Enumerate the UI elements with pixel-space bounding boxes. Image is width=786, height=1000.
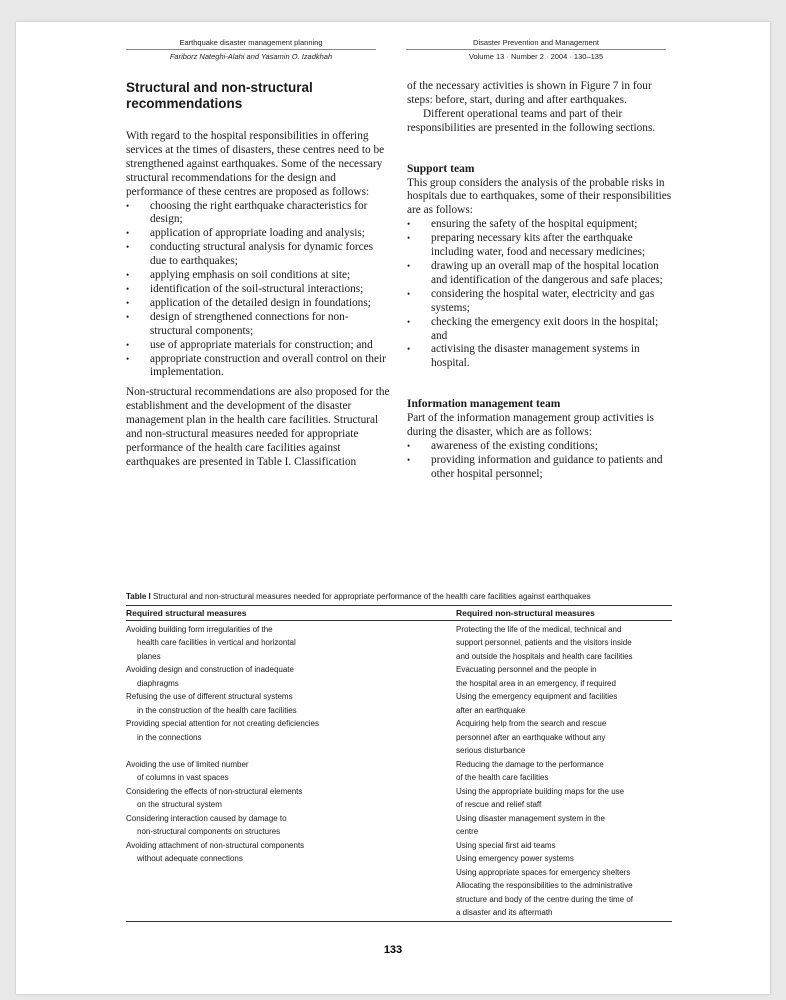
measure-text: Avoiding the use of limited number xyxy=(126,759,249,769)
measure-text: Avoiding building form irregularities of the xyxy=(126,624,273,634)
non-structural-measure-line: Reducing the damage to the performance xyxy=(456,759,604,769)
non-structural-measure-line: structure and body of the centre during the time of xyxy=(456,894,633,904)
measure-text-continued: planes xyxy=(137,651,161,661)
measure-text: Avoiding attachment of non-structural components xyxy=(126,840,305,850)
section-title xyxy=(126,80,390,112)
measure-text-continued: health care facilities in vertical and horizontal xyxy=(137,638,296,647)
support-team-intro: This group considers the analysis of the probable risks in hospitals due to earthquakes, some of their responsibilities are as follows: xyxy=(407,176,672,217)
page-number: 133 xyxy=(383,944,403,956)
list-item: • identification of the soil-structural interactions; xyxy=(126,283,390,297)
table-caption-label: Table I xyxy=(126,592,151,601)
structural-measure xyxy=(126,758,456,785)
information-team-intro: Part of the information management group activities is during the disaster, which are as follows: xyxy=(407,412,654,439)
running-header-left xyxy=(126,38,376,61)
non-structural-measure-line: Acquiring help from the search and rescue xyxy=(456,719,607,728)
non-structural-measure-line: Allocating the responsibilities to the administrative xyxy=(456,881,633,890)
measure-text-continued: non-structural components on structures xyxy=(137,827,281,836)
structural-measure xyxy=(126,812,456,839)
list-item: • preparing necessary kits after the earthquake including water, food and necessary medicines; xyxy=(407,232,673,260)
structural-recommendations-list xyxy=(126,200,390,381)
structural-measure xyxy=(126,839,456,866)
section-title-line-2: recommendations xyxy=(126,96,243,111)
table-header-row xyxy=(126,605,672,621)
closing-paragraph: Non-structural recommendations are also proposed for the establishment and the development of the disaster management plan in the health care facilities. Structural and non-structural measures needed for appropriate performance of the health care facilities against earthquakes are presented in Table I. Classification xyxy=(126,386,390,468)
non-structural-measure-line: Using disaster management system in the xyxy=(456,813,605,823)
non-structural-measure-line: Using the emergency equipment and facilities xyxy=(456,692,618,701)
structural-measure xyxy=(126,623,456,664)
list-item: • conducting structural analysis for dynamic forces due to earthquakes; xyxy=(126,241,390,269)
non-structural-measure-line: Using emergency power systems xyxy=(456,854,574,863)
information-team-heading: Information management team xyxy=(407,398,561,411)
measure-text-continued: in the construction of the health care facilities xyxy=(137,705,297,715)
non-structural-measure-line: after an earthquake xyxy=(456,705,526,715)
support-team-list xyxy=(407,218,673,371)
non-structural-measure-line: centre xyxy=(456,827,479,836)
table-caption-text: Structural and non-structural measures needed for appropriate performance of the health care facilities against earthquakes xyxy=(152,592,591,601)
measure-text-continued: diaphragms xyxy=(137,678,179,688)
structural-measures-column xyxy=(126,623,456,920)
list-item: • considering the hospital water, electricity and gas systems; xyxy=(407,288,673,316)
column-header-non-structural: Required non-structural measures xyxy=(456,607,595,618)
structural-measure xyxy=(126,663,456,690)
list-item: • application of appropriate loading and analysis; xyxy=(126,227,390,241)
measure-text-continued: on the structural system xyxy=(137,800,222,809)
intro-paragraph: With regard to the hospital responsibilities in offering services at the times of disasters, these centres need to be strengthened against earthquakes. Some of the necessary structural recommendations for the design and performance of these centres are proposed as follows: xyxy=(126,130,385,198)
header-volume-info: Volume 13 · Number 2 · 2004 · 130–135 xyxy=(406,49,666,61)
measure-text: Considering the effects of non-structural elements xyxy=(126,786,303,796)
table-body xyxy=(126,621,672,922)
list-item: • design of strengthened connections for non-structural components; xyxy=(126,311,390,339)
measure-text-continued: of columns in vast spaces xyxy=(137,773,229,782)
measure-text: Providing special attention for not creating deficiencies xyxy=(126,719,319,728)
structural-measure xyxy=(126,717,456,744)
header-article-title: Earthquake disaster management planning xyxy=(179,38,323,47)
running-header-right xyxy=(406,38,666,61)
list-item: • drawing up an overall map of the hospital location and identification of the dangerous and safe places; xyxy=(407,260,673,288)
list-item: • checking the emergency exit doors in the hospital; and xyxy=(407,316,673,344)
non-structural-measure-line: Using the appropriate building maps for the use xyxy=(456,786,625,796)
support-team-heading: Support team xyxy=(407,162,475,175)
list-item: • awareness of the existing conditions; xyxy=(407,440,673,454)
non-structural-measure-line: personnel after an earthquake without any xyxy=(456,732,606,742)
non-structural-measure-line: and outside the hospitals and health care facilities xyxy=(456,651,633,661)
measure-text: Refusing the use of different structural systems xyxy=(126,692,293,701)
continuation-paragraph: of the necessary activities is shown in Figure 7 in four steps: before, start, during and after earthquakes. xyxy=(407,80,652,106)
non-structural-measure-line: the hospital area in an emergency, if required xyxy=(456,678,616,688)
list-item: • application of the detailed design in foundations; xyxy=(126,297,390,311)
structural-measure xyxy=(126,690,456,717)
list-item: • applying emphasis on soil conditions at site; xyxy=(126,269,390,283)
list-item: • ensuring the safety of the hospital equipment; xyxy=(407,218,673,232)
information-team-list xyxy=(407,440,673,482)
non-structural-measure-line: support personnel, patients and the visitors inside xyxy=(456,638,632,647)
header-journal-title: Disaster Prevention and Management xyxy=(473,38,599,47)
table-caption xyxy=(126,590,672,604)
list-item: • appropriate construction and overall control on their implementation. xyxy=(126,353,390,381)
structural-measure xyxy=(126,744,456,758)
measure-text-continued: in the connections xyxy=(137,732,202,742)
non-structural-measure-line: of rescue and relief staff xyxy=(456,800,542,809)
document-page xyxy=(16,22,770,994)
non-structural-measure-line: a disaster and its aftermath xyxy=(456,908,553,917)
left-column xyxy=(126,80,390,470)
structural-measure xyxy=(126,785,456,812)
list-item: • use of appropriate materials for construction; and xyxy=(126,339,390,353)
list-item: • providing information and guidance to patients and other hospital personnel; xyxy=(407,454,673,482)
teams-paragraph: Different operational teams and part of their responsibilities are presented in the following sections. xyxy=(407,107,656,134)
non-structural-measure-line: Evacuating personnel and the people in xyxy=(456,665,597,674)
right-column xyxy=(407,80,673,482)
non-structural-measure-line: of the health care facilities xyxy=(456,773,549,782)
non-structural-measure-line: Using special first aid teams xyxy=(456,840,556,850)
non-structural-measure-line: Protecting the life of the medical, technical and xyxy=(456,624,622,634)
section-title-line-1: Structural and non-structural xyxy=(126,80,313,95)
measure-text: Avoiding design and construction of inadequate xyxy=(126,665,294,674)
non-structural-measures-column xyxy=(456,623,672,920)
measure-text-continued: without adequate connections xyxy=(137,854,243,863)
column-header-structural: Required structural measures xyxy=(126,607,247,618)
non-structural-measure-line: Using appropriate spaces for emergency shelters xyxy=(456,867,631,877)
non-structural-measure-line: serious disturbance xyxy=(456,746,526,755)
list-item: • activising the disaster management systems in hospital. xyxy=(407,343,673,371)
table-1 xyxy=(126,590,672,922)
measure-text: Considering interaction caused by damage to xyxy=(126,813,287,823)
header-authors: Fariborz Nateghi-Alahi and Yasamin O. Izadkhah xyxy=(126,49,376,61)
list-item: • choosing the right earthquake characteristics for design; xyxy=(126,200,390,228)
